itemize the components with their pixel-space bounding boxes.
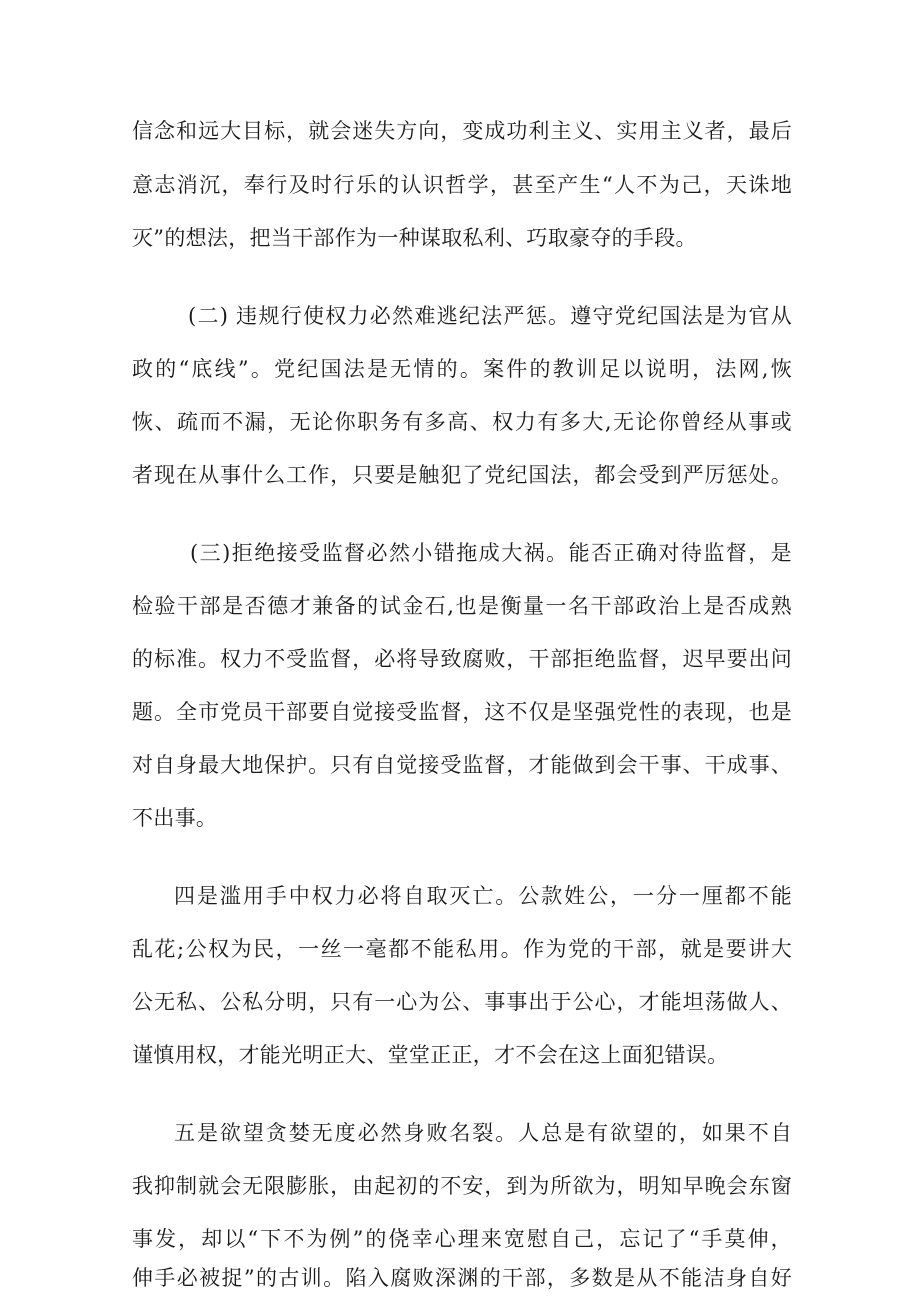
text-line: 不出事。 xyxy=(132,806,218,830)
text-line: (二) 违规行使权力必然难逃纪法严惩。遵守党纪国法是为官从 xyxy=(188,304,792,328)
text-line: 政的“底线”。党纪国法是无情的。案件的教训足以说明，法网,恢 xyxy=(132,357,792,381)
text-line: 题。全市党员干部要自觉接受监督，这不仅是坚强党性的表现，也是 xyxy=(132,700,792,724)
text-line: 公无私、公私分明，只有一心为公、事事出于公心，才能坦荡做人、 xyxy=(132,990,792,1014)
text-line: 谨慎用权，才能光明正大、堂堂正正，才不会在这上面犯错误。 xyxy=(132,1043,729,1067)
text-line: 四是滥用手中权力必将自取灭亡。公款姓公，一分一厘都不能 xyxy=(174,884,792,908)
text-line: 我抑制就会无限膨胀，由起初的不安，到为所欲为，明知早晚会东窗 xyxy=(132,1174,792,1198)
text-line: 对自身最大地保护。只有自觉接受监督，才能做到会干事、干成事、 xyxy=(132,753,792,777)
text-line: 五是欲望贪婪无度必然身败名裂。人总是有欲望的，如果不自 xyxy=(174,1121,792,1145)
text-line: 伸手必被捉”的古训。陷入腐败深渊的干部，多数是从不能洁身自好 xyxy=(132,1266,792,1290)
text-line: 检验干部是否德才兼备的试金石,也是衡量一名干部政治上是否成熟 xyxy=(132,594,792,618)
text-line: 灭”的想法，把当干部作为一种谋取私利、巧取豪夺的手段。 xyxy=(132,226,697,250)
text-line: 者现在从事什么工作，只要是触犯了党纪国法，都会受到严厉惩处。 xyxy=(132,463,792,487)
text-line: 意志消沉，奉行及时行乐的认识哲学，甚至产生“人不为己，天诛地 xyxy=(132,173,792,197)
text-line: 事发，却以“下不为例”的侥幸心理来宽慰自己，忘记了“手莫伸， xyxy=(132,1227,792,1251)
text-line: 乱花;公权为民，一丝一毫都不能私用。作为党的干部，就是要讲大 xyxy=(132,937,792,961)
text-line: 的标准。权力不受监督，必将导致腐败，干部拒绝监督，迟早要出问 xyxy=(132,647,792,671)
text-line: 恢、疏而不漏，无论你职务有多高、权力有多大,无论你曾经从事或 xyxy=(132,410,792,434)
text-line: (三)拒绝接受监督必然小错拖成大祸。能否正确对待监督，是 xyxy=(190,541,792,565)
text-line: 信念和远大目标，就会迷失方向，变成功利主义、实用主义者，最后 xyxy=(132,119,792,143)
